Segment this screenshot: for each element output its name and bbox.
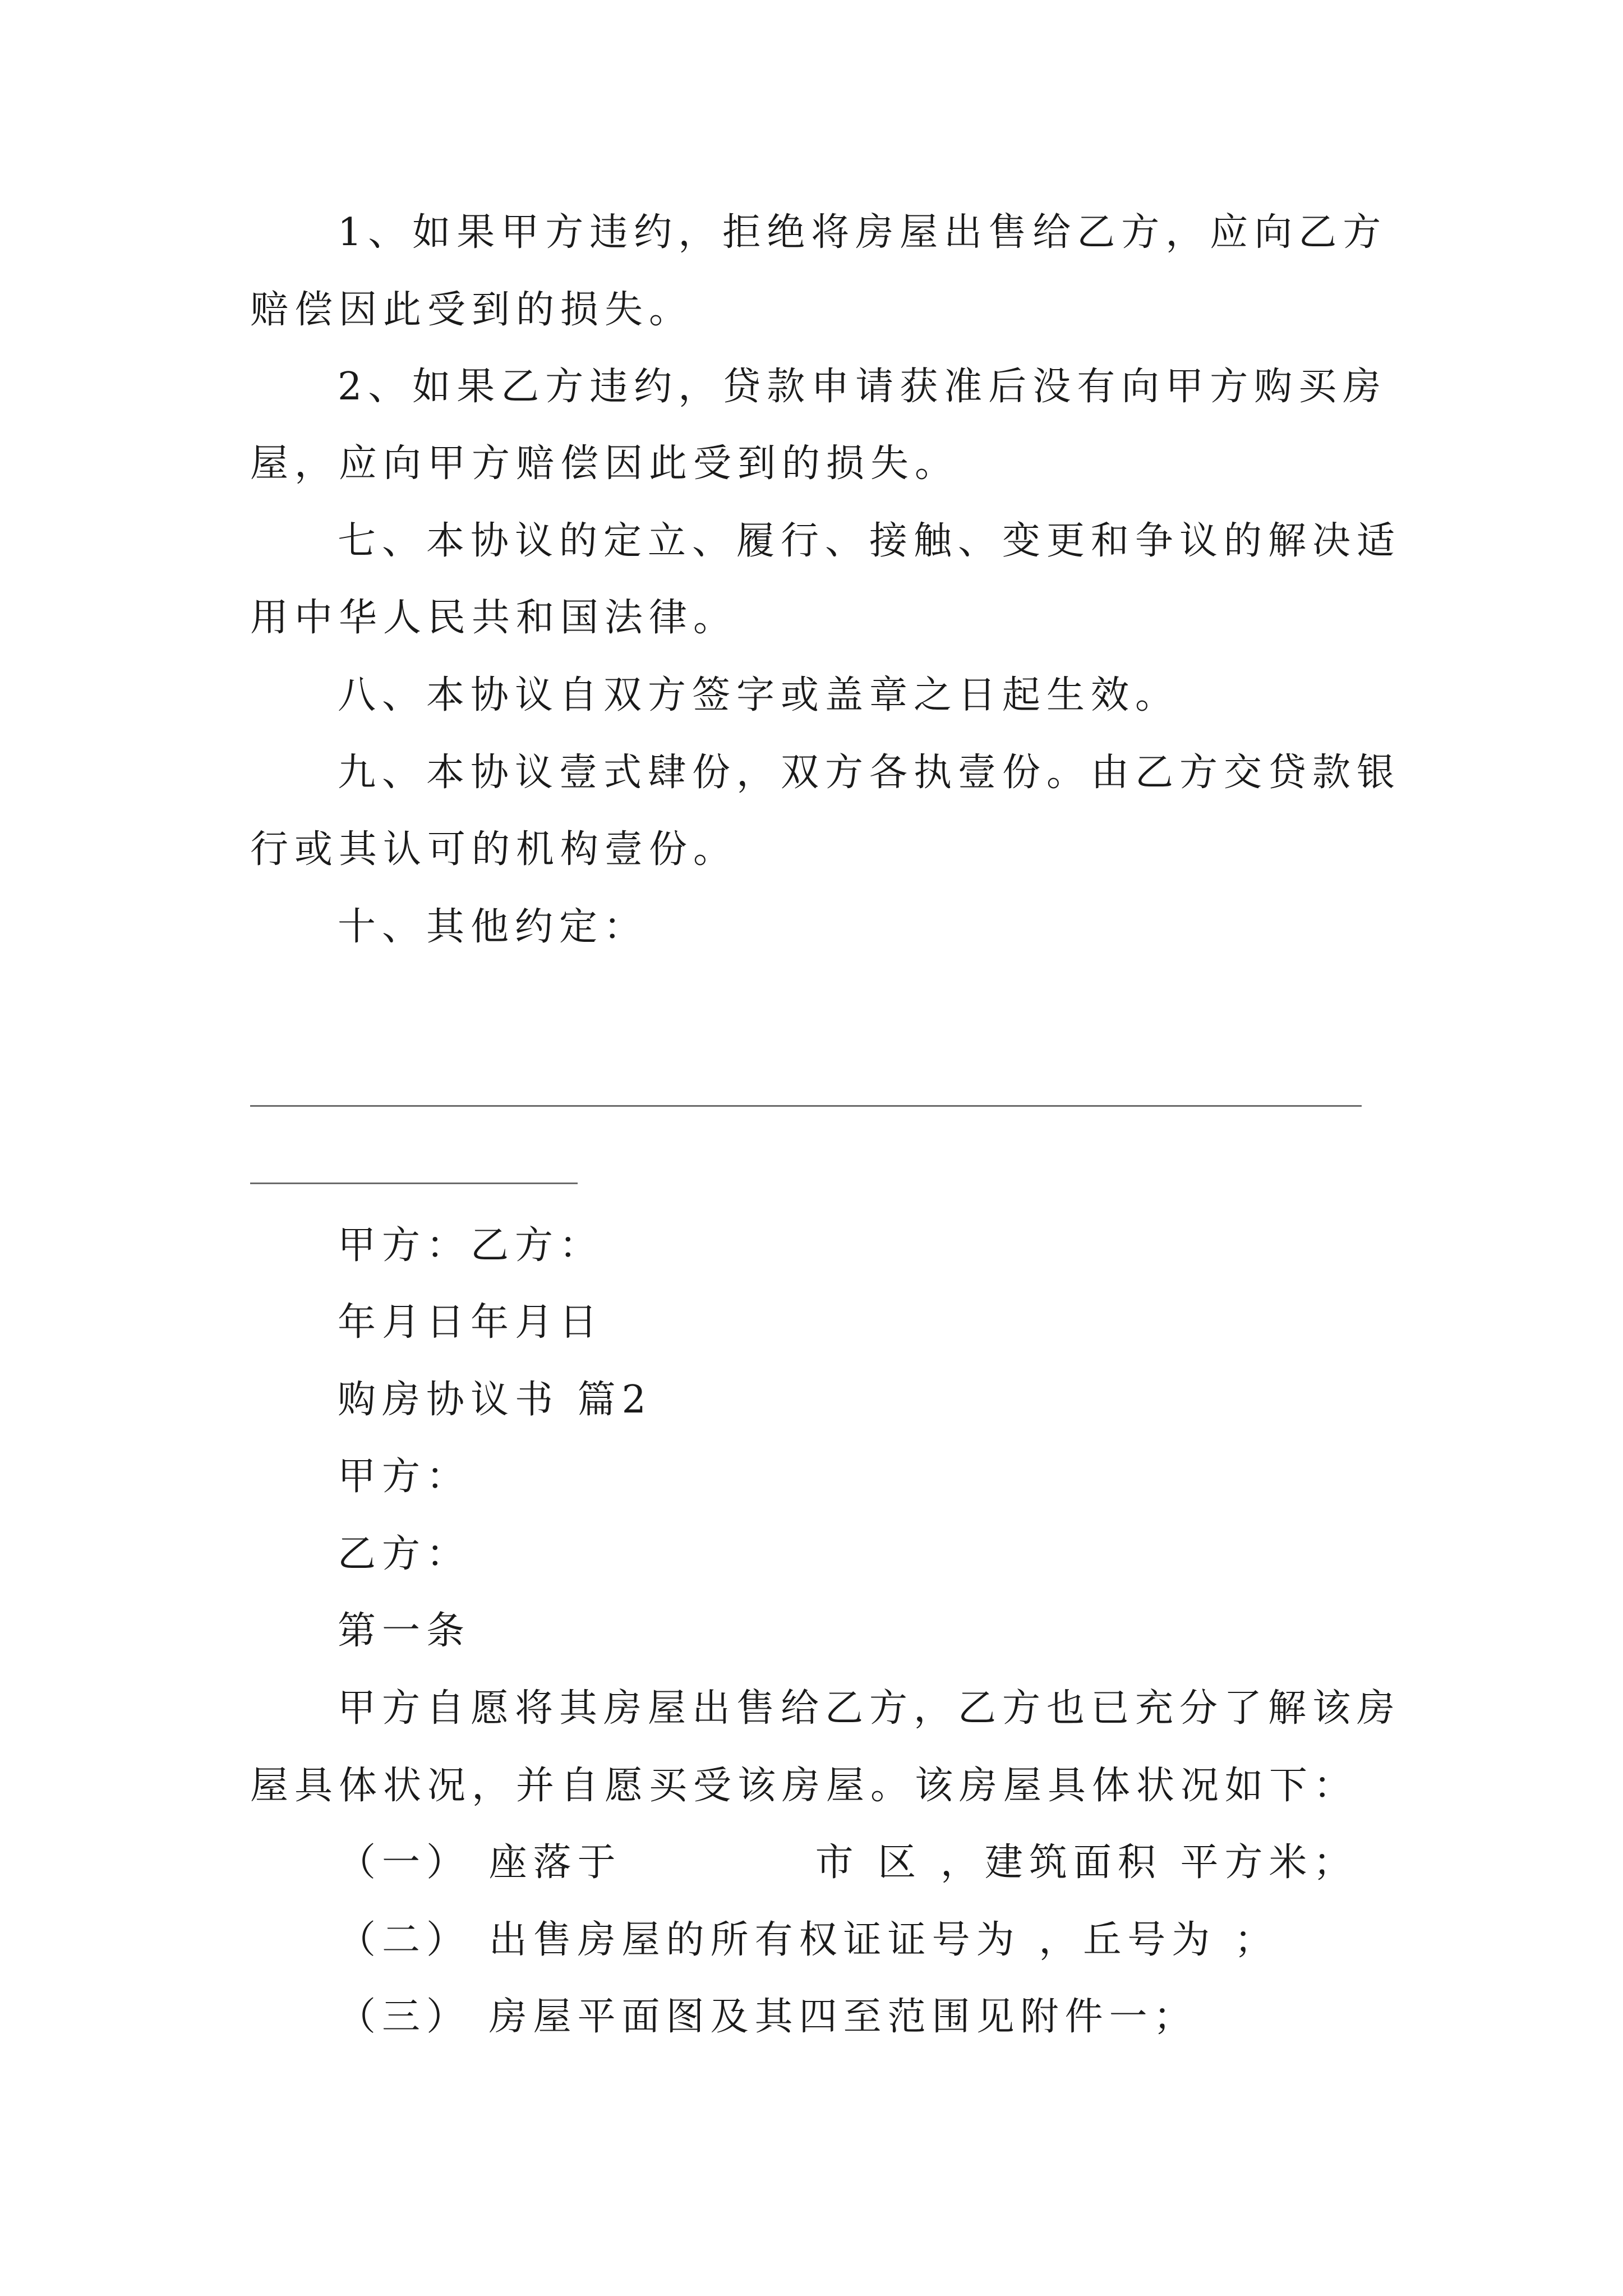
party-a-label: 甲方：	[338, 1455, 471, 1499]
signature-dates: 年月日年月日	[338, 1300, 604, 1345]
article-body-line-2: 屋具体状况，并自愿买受该房屋。该房屋具体状况如下：	[250, 1764, 1358, 1808]
party-b-label: 乙方：	[338, 1532, 471, 1576]
clause-10: 十、其他约定：	[338, 905, 648, 949]
blank-underline-short	[250, 1182, 578, 1184]
item-1-area: 市 区 ，建筑面积 平方米；	[815, 1841, 1358, 1885]
clause-8: 八、本协议自双方签字或盖章之日起生效。	[338, 673, 1180, 717]
clause-2-line-1: 2、如果乙方违约，贷款申请获准后没有向甲方购买房	[338, 365, 1387, 409]
article-body-line-1: 甲方自愿将其房屋出售给乙方，乙方也已充分了解该房	[338, 1686, 1401, 1731]
clause-2-line-2: 屋，应向甲方赔偿因此受到的损失。	[250, 441, 960, 486]
item-1-location-label: （一） 座落于	[338, 1841, 622, 1885]
clause-9-line-1: 九、本协议壹式肆份，双方各执壹份。由乙方交贷款银	[338, 751, 1401, 795]
clause-7-line-2: 用中华人民共和国法律。	[250, 596, 738, 640]
section-title: 购房协议书 篇2	[338, 1378, 652, 1422]
item-2-certificate: （二） 出售房屋的所有权证证号为 ，丘号为 ；	[338, 1918, 1279, 1962]
blank-underline-long	[250, 1105, 1362, 1107]
item-3-floorplan: （三） 房屋平面图及其四至范围见附件一；	[338, 1995, 1198, 2039]
clause-1-line-2: 赔偿因此受到的损失。	[250, 288, 694, 332]
signature-parties: 甲方：乙方：	[338, 1223, 604, 1268]
clause-7-line-1: 七、本协议的定立、履行、接触、变更和争议的解决适	[338, 519, 1401, 563]
clause-9-line-2: 行或其认可的机构壹份。	[250, 827, 738, 872]
item-1-location	[338, 1838, 1357, 1888]
article-heading: 第一条	[338, 1609, 471, 1653]
clause-1-line-1: 1、如果甲方违约，拒绝将房屋出售给乙方，应向乙方	[338, 210, 1387, 255]
